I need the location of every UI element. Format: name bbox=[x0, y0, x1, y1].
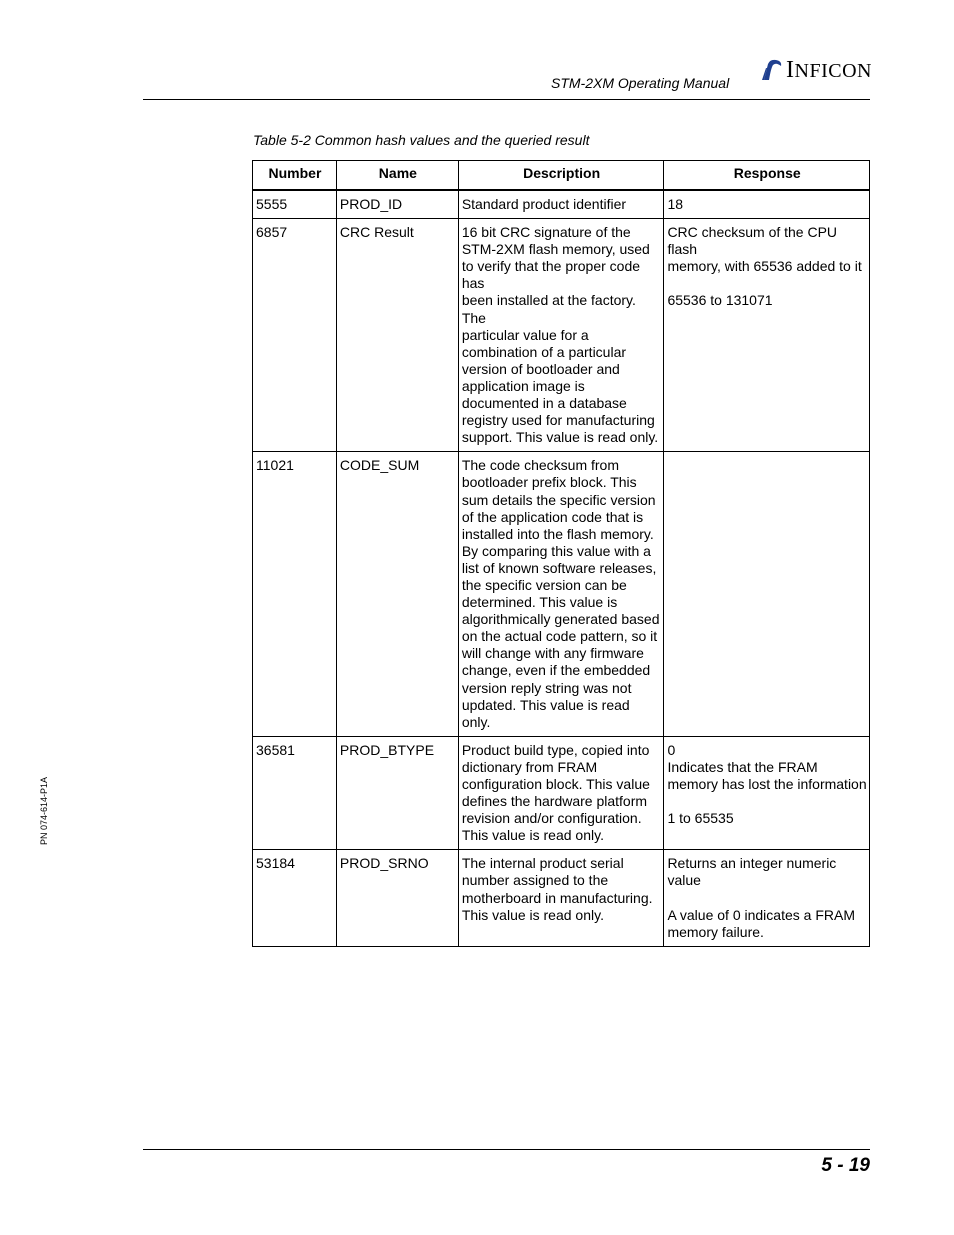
cell-name: CRC Result bbox=[336, 219, 458, 452]
cell-name: PROD_SRNO bbox=[336, 850, 458, 947]
cell-number: 11021 bbox=[253, 452, 337, 737]
cell-description: 16 bit CRC signature of the STM-2XM flash memory, used to verify that the proper code has been installed at the factory. The particular value for a combination of a particular version of bootloader and application image is documented in a database registry used for manufacturing support. This value is read only. bbox=[458, 219, 664, 452]
cell-number: 36581 bbox=[253, 736, 337, 850]
table-row bbox=[253, 219, 870, 452]
cell-response: 18 bbox=[664, 190, 870, 219]
table-header-row bbox=[253, 161, 870, 191]
hash-values-table bbox=[252, 160, 870, 947]
manual-title: STM-2XM Operating Manual bbox=[551, 75, 730, 91]
cell-number: 53184 bbox=[253, 850, 337, 947]
cell-description: Standard product identifier bbox=[458, 190, 664, 219]
cell-response: 0 Indicates that the FRAM memory has lost the information 1 to 65535 bbox=[664, 736, 870, 850]
column-header-description: Description bbox=[458, 161, 664, 191]
cell-description: Product build type, copied into dictionary from FRAM configuration block. This value defines the hardware platform revision and/or configuration. This value is read only. bbox=[458, 736, 664, 850]
table-row bbox=[253, 736, 870, 850]
cell-name: PROD_BTYPE bbox=[336, 736, 458, 850]
cell-response bbox=[664, 452, 870, 737]
cell-response: CRC checksum of the CPU flash memory, with 65536 added to it 65536 to 131071 bbox=[664, 219, 870, 452]
part-number-text: PN 074-614-P1A bbox=[39, 776, 49, 846]
logo-wordmark: INFICON bbox=[786, 57, 872, 83]
column-header-number: Number bbox=[253, 161, 337, 191]
table-row bbox=[253, 452, 870, 737]
column-header-response: Response bbox=[664, 161, 870, 191]
cell-name: CODE_SUM bbox=[336, 452, 458, 737]
table-caption: Table 5-2 Common hash values and the queried result bbox=[253, 132, 590, 148]
table-row bbox=[253, 850, 870, 947]
inficon-swoosh-logo-icon bbox=[760, 58, 784, 82]
footer-divider bbox=[143, 1149, 870, 1150]
page-number: 5 - 19 bbox=[821, 1155, 870, 1176]
cell-description: The internal product serial number assigned to the motherboard in manufacturing. This value is read only. bbox=[458, 850, 664, 947]
cell-name: PROD_ID bbox=[336, 190, 458, 219]
cell-number: 6857 bbox=[253, 219, 337, 452]
company-logo bbox=[760, 58, 872, 82]
table-row bbox=[253, 190, 870, 219]
header-divider bbox=[143, 99, 870, 100]
cell-description: The code checksum from bootloader prefix block. This sum details the specific version of the application code that is installed into the flash memory. By comparing this value with a list of known software releases, the specific version can be determined. This value is algorithmically generated based on the actual code pattern, so it will change with any firmware change, even if the embedded version reply string was not updated. This value is read only. bbox=[458, 452, 664, 737]
cell-number: 5555 bbox=[253, 190, 337, 219]
cell-response: Returns an integer numeric value A value of 0 indicates a FRAM memory failure. bbox=[664, 850, 870, 947]
column-header-name: Name bbox=[336, 161, 458, 191]
